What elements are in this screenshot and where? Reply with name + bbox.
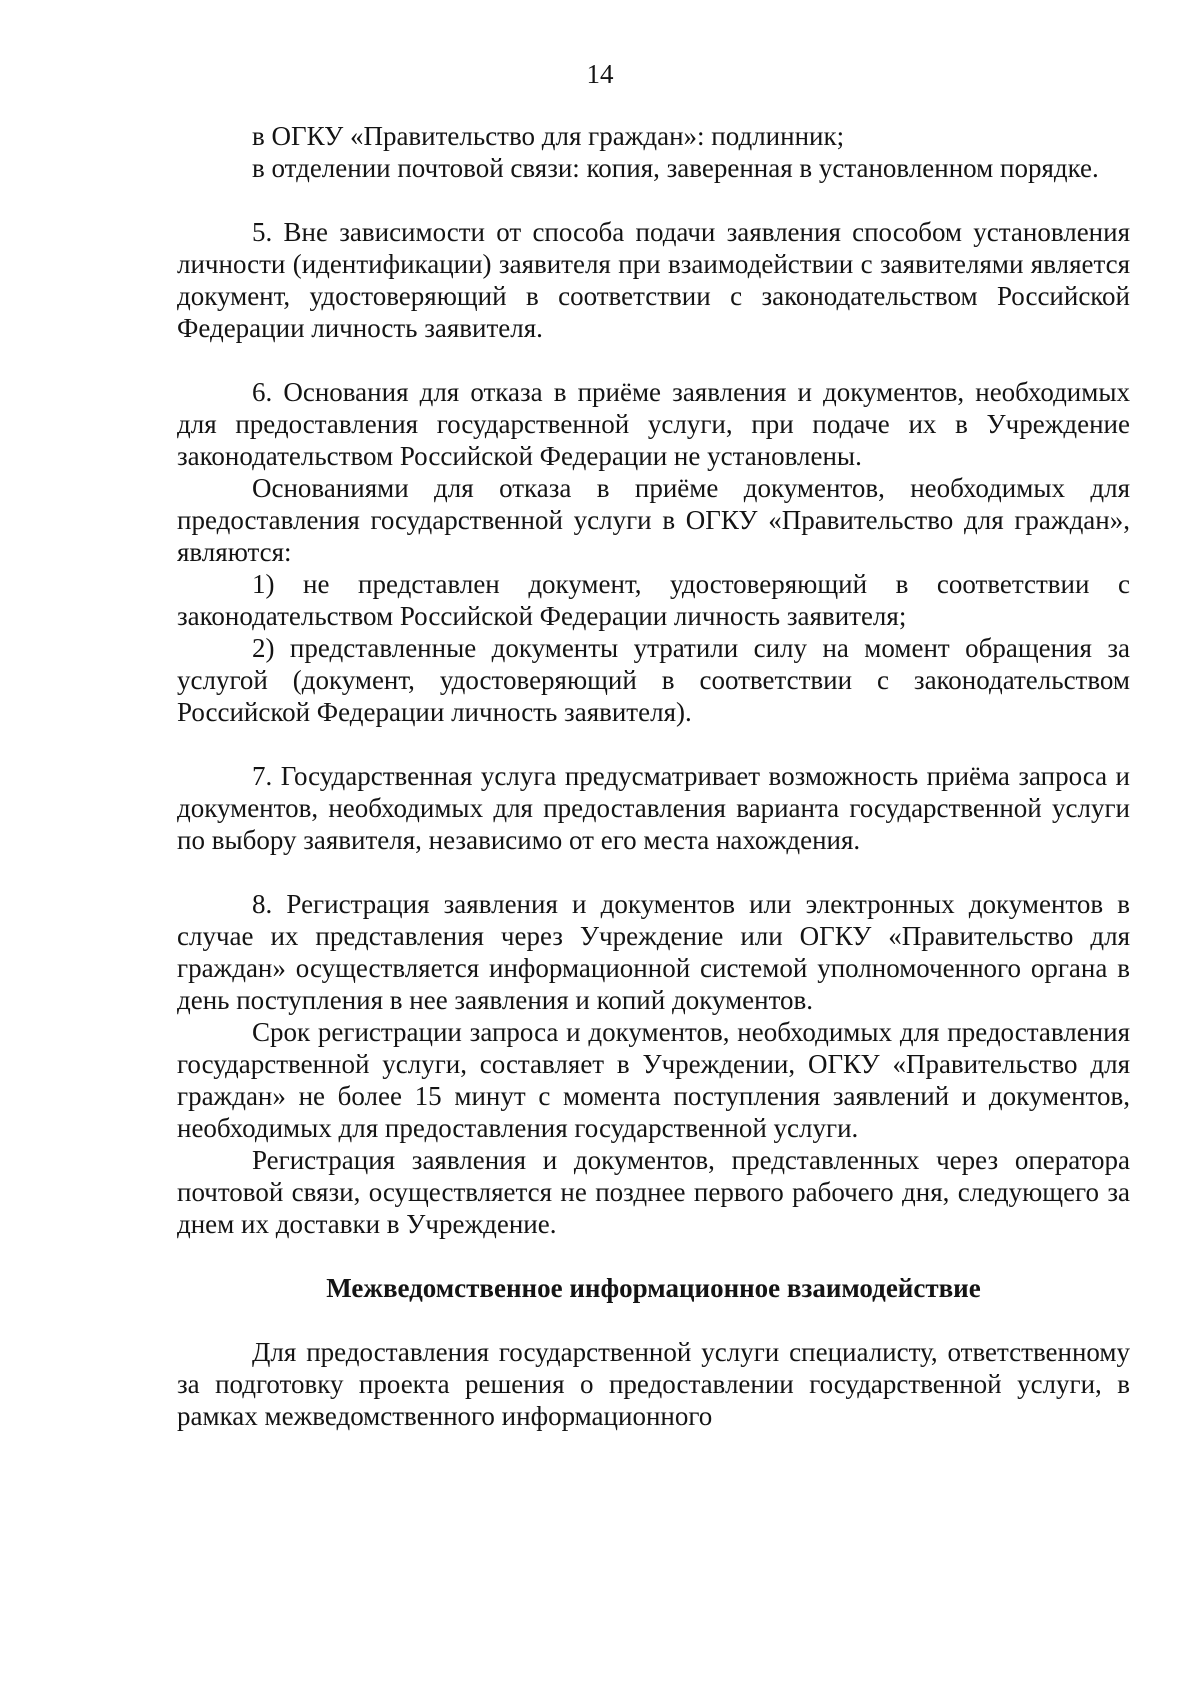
spacer [177, 344, 1130, 376]
paragraph-8-postal-registration: Регистрация заявления и документов, представленных через оператора почтовой связи, осуществляется не позднее первого рабочего дня, следующего за днем их доставки в Учреждение. [177, 1145, 1130, 1239]
page-number: 14 [586, 59, 614, 89]
paragraph-5-identification: 5. Вне зависимости от способа подачи заявления способом установления личности (идентификации) заявителя при взаимодействии с заявителями является документ, удостоверяющий в соответствии с законодательством Российской Федерации личность заявителя. [177, 217, 1130, 343]
paragraph-6-ogku-grounds: Основаниями для отказа в приёме документов, необходимых для предоставления государственной услуги в ОГКУ «Правительство для граждан», являются: [177, 473, 1130, 567]
paragraph-6-refusal-grounds: 6. Основания для отказа в приёме заявления и документов, необходимых для предоставления государственной услуги, при подаче их в Учреждение законодательством Российской Федерации не установлены. [177, 377, 1130, 471]
document-body [177, 120, 1130, 1432]
paragraph-8-registration: 8. Регистрация заявления и документов или электронных документов в случае их представления через Учреждение или ОГКУ «Правительство для граждан» осуществляется информационной системой уполномоченного органа в день поступления в нее заявления и копий документов. [177, 889, 1130, 1015]
spacer [177, 728, 1130, 760]
spacer [177, 1304, 1130, 1336]
paragraph-interagency: Для предоставления государственной услуги специалисту, ответственному за подготовку проекта решения о предоставлении государственной услуги, в рамках межведомственного информационного [177, 1337, 1130, 1431]
paragraph-original-location: в ОГКУ «Правительство для граждан»: подлинник; [252, 121, 845, 151]
paragraph-postal-copy: в отделении почтовой связи: копия, заверенная в установленном порядке. [252, 153, 1099, 183]
paragraph-6-item-2: 2) представленные документы утратили силу на момент обращения за услугой (документ, удостоверяющий в соответствии с законодательством Российской Федерации личность заявителя). [177, 633, 1130, 727]
paragraph-6-item-1: 1) не представлен документ, удостоверяющий в соответствии с законодательством Российской Федерации личность заявителя; [177, 569, 1130, 631]
spacer [177, 856, 1130, 888]
section-heading: Межведомственное информационное взаимодействие [326, 1273, 981, 1303]
spacer [177, 184, 1130, 216]
paragraph-7-service-access: 7. Государственная услуга предусматривает возможность приёма запроса и документов, необходимых для предоставления варианта государственной услуги по выбору заявителя, независимо от его места нахождения. [177, 761, 1130, 855]
spacer [177, 1240, 1130, 1272]
paragraph-8-registration-term: Срок регистрации запроса и документов, необходимых для предоставления государственной услуги, составляет в Учреждении, ОГКУ «Правительство для граждан» не более 15 минут с момента поступления заявлений и документов, необходимых для предоставления государственной услуги. [177, 1017, 1130, 1143]
